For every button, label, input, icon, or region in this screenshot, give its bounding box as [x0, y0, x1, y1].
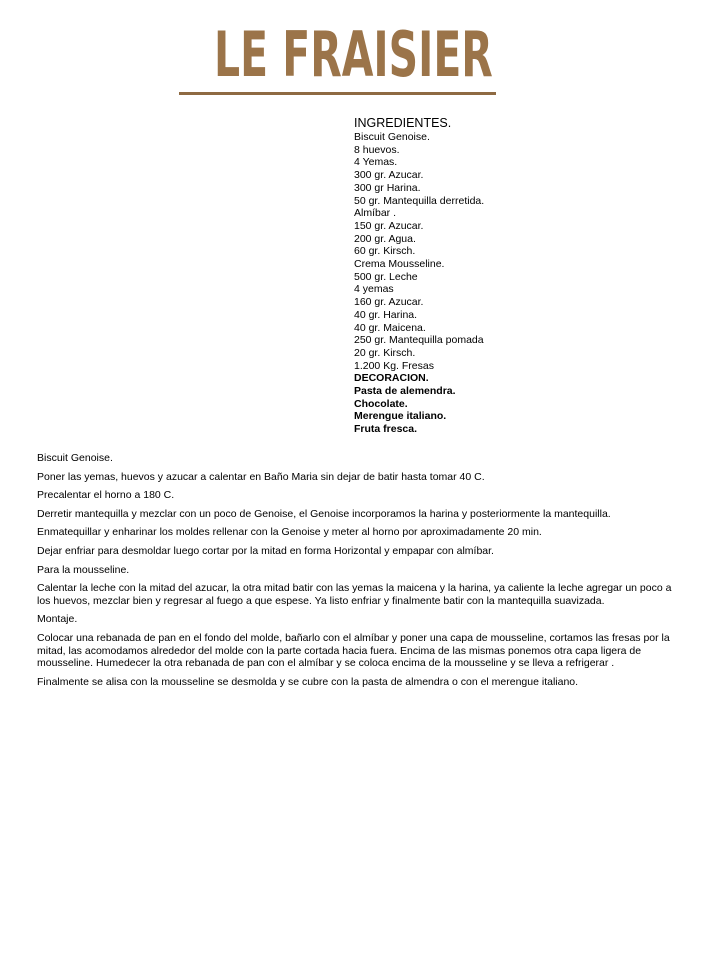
step-paragraph: Finalmente se alisa con la mousseline se desmolda y se cubre con la pasta de almendra o con el merengue italiano. [37, 675, 579, 688]
ingredients-heading: INGREDIENTES. [354, 116, 452, 130]
step-paragraph: Calentar la leche con la mitad del azucar, la otra mitad batir con las yemas la maicena y la harina, ya caliente la leche agregar un poco a los huevos, mezclar bien y regresar al fuego a que espese. Ya listo enfriar y finalmente batir con la mantequilla suavizada. [37, 582, 672, 607]
ingredient-line: 150 gr. Azucar. [354, 219, 424, 232]
ingredients-list [354, 116, 694, 436]
decoration-line: Merengue italiano. [354, 410, 447, 423]
step-paragraph: Enmatequillar y enharinar los moldes rellenar con la Genoise y meter al horno por aproximadamente 20 min. [37, 526, 542, 539]
section-heading-mousseline: Para la mousseline. [37, 563, 130, 576]
ingredient-line: Biscuit Genoise. [354, 131, 430, 143]
ingredient-line: 250 gr. Mantequilla pomada [354, 334, 484, 347]
ingredient-line: 60 gr. Kirsch. [354, 245, 416, 258]
step-paragraph: Colocar una rebanada de pan en el fondo del molde, bañarlo con el almíbar y poner una capa de mousseline, cortamos las fresas por la mitad, las acomodamos alrededor del molde con la parte cortada hacia fuera. Encima de las mismas ponemos otra capa ligera de mousseline. Humedecer la otra rebanada de pan con el almíbar y se coloca encima de la mousseline y se lleva a refrigerar . [37, 631, 670, 670]
ingredient-line: 8 huevos. [354, 143, 400, 156]
ingredient-line: 160 gr. Azucar. [354, 296, 424, 309]
decoration-line: Chocolate. [354, 397, 408, 410]
ingredient-line: 1.200 Kg. Fresas [354, 359, 434, 372]
section-heading-montaje: Montaje. [37, 613, 78, 626]
step-paragraph: Poner las yemas, huevos y azucar a calentar en Baño Maria sin dejar de batir hasta tomar 40 C. [37, 470, 485, 483]
ingredient-line: 300 gr Harina. [354, 181, 421, 194]
decoration-line: Fruta fresca. [354, 423, 418, 436]
decoration-line: Pasta de alemendra. [354, 385, 456, 398]
ingredient-line: 4 yemas [354, 283, 394, 296]
ingredient-line: Crema Mousseline. [354, 258, 445, 271]
step-paragraph: Precalentar el horno a 180 C. [37, 489, 175, 502]
ingredient-line: Almíbar . [354, 207, 397, 220]
ingredient-line: 4 Yemas. [354, 156, 398, 169]
step-paragraph: Derretir mantequilla y mezclar con un poco de Genoise, el Genoise incorporamos la harina y posteriormente la mantequilla. [37, 507, 611, 520]
ingredient-line: 200 gr. Agua. [354, 232, 416, 245]
page-title: LE FRAISIER [214, 18, 493, 91]
decoration-heading: DECORACION. [354, 372, 429, 385]
ingredient-line: 50 gr. Mantequilla derretida. [354, 194, 485, 207]
ingredient-line: 40 gr. Maicena. [354, 321, 426, 334]
ingredient-line: 500 gr. Leche [354, 270, 418, 283]
step-paragraph: Dejar enfriar para desmoldar luego cortar por la mitad en forma Horizontal y empapar con almíbar. [37, 544, 494, 557]
section-heading-genoise: Biscuit Genoise. [37, 452, 113, 464]
ingredient-line: 40 gr. Harina. [354, 308, 418, 321]
ingredient-line: 20 gr. Kirsch. [354, 346, 416, 359]
ingredient-line: 300 gr. Azucar. [354, 169, 424, 182]
title-underline [179, 92, 496, 95]
preparation-steps [37, 452, 687, 694]
